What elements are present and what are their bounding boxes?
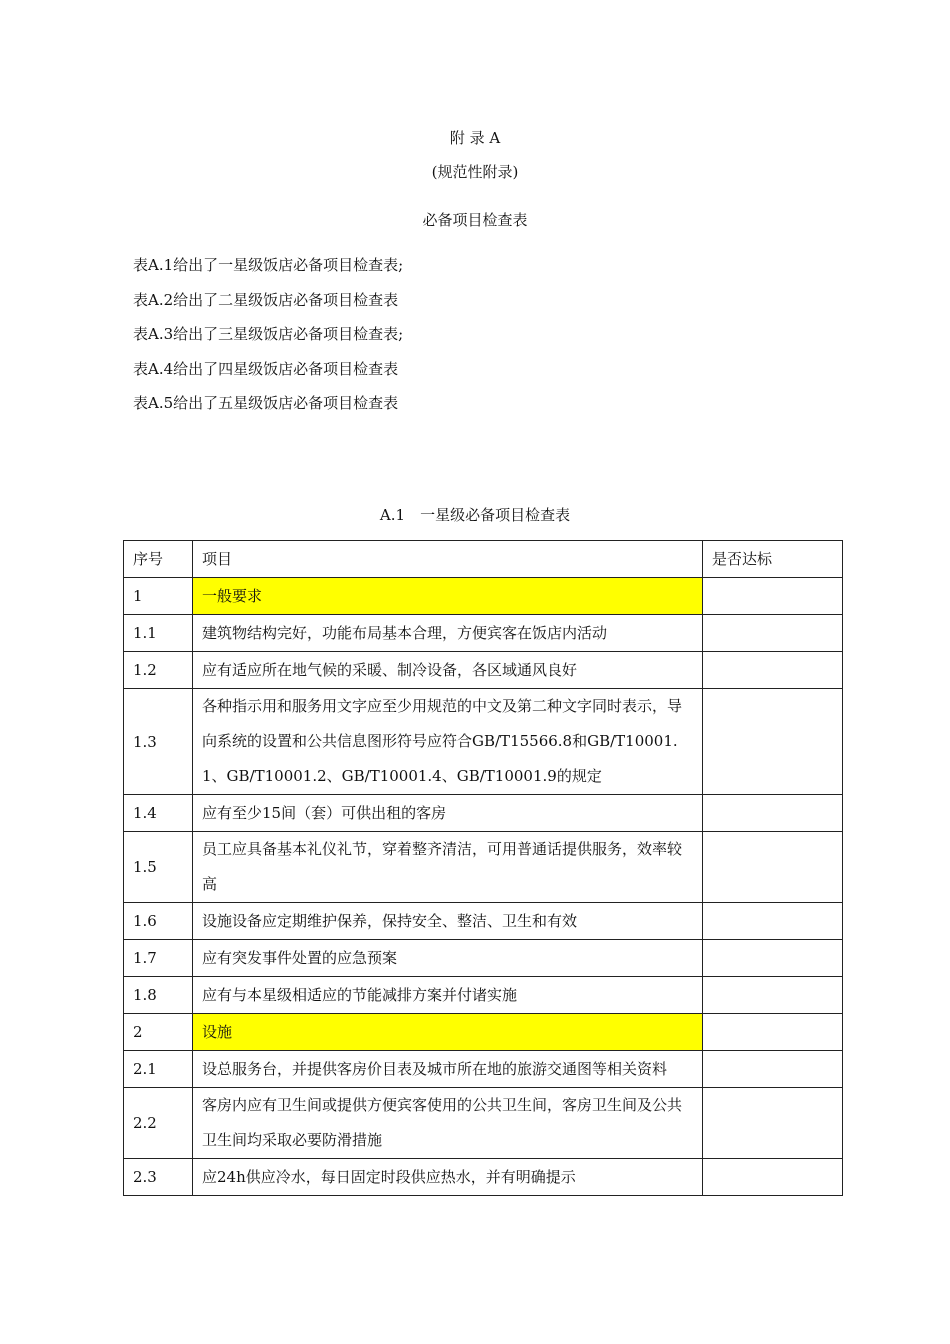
- table-row: [124, 795, 843, 832]
- intro-line: 表A.4给出了四星级饭店必备项目检查表: [133, 359, 399, 378]
- section-title: 一般要求: [193, 578, 703, 615]
- row-ok-cell: [703, 832, 843, 903]
- header-ok: 是否达标: [703, 541, 843, 578]
- row-num: 1.7: [124, 940, 193, 977]
- row-ok-cell: [703, 977, 843, 1014]
- row-ok-cell: [703, 1014, 843, 1051]
- row-ok-cell: [703, 1051, 843, 1088]
- intro-line: 表A.3给出了三星级饭店必备项目检查表;: [133, 325, 404, 343]
- table-row: [124, 1159, 843, 1196]
- table-row: [124, 652, 843, 689]
- row-item: 设总服务台，并提供客房价目表及城市所在地的旅游交通图等相关资料: [193, 1051, 703, 1088]
- checklist-table: [123, 540, 843, 1196]
- row-ok-cell: [703, 689, 843, 795]
- intro-line: 表A.2给出了二星级饭店必备项目检查表: [133, 290, 399, 309]
- table-row: [124, 1051, 843, 1088]
- header-item: 项目: [193, 541, 703, 578]
- row-ok-cell: [703, 1088, 843, 1159]
- table-row: [124, 1014, 843, 1051]
- row-num: 1.6: [124, 903, 193, 940]
- row-ok-cell: [703, 578, 843, 615]
- appendix-subtitle: (规范性附录): [431, 163, 519, 181]
- row-num: 1.4: [124, 795, 193, 832]
- row-ok-cell: [703, 903, 843, 940]
- row-num: 2.2: [124, 1088, 193, 1159]
- table-row: [124, 615, 843, 652]
- row-num: 2.1: [124, 1051, 193, 1088]
- main-title: 必备项目检查表: [422, 211, 528, 229]
- row-ok-cell: [703, 652, 843, 689]
- table-row: [124, 977, 843, 1014]
- row-num: 1: [124, 578, 193, 615]
- table-header-row: [124, 541, 843, 578]
- row-ok-cell: [703, 795, 843, 832]
- table-row: [124, 832, 843, 903]
- row-ok-cell: [703, 1159, 843, 1196]
- row-num: 1.8: [124, 977, 193, 1014]
- row-num: 1.3: [124, 689, 193, 795]
- intro-list: [133, 255, 403, 428]
- header-num: 序号: [124, 541, 193, 578]
- row-item: 各种指示用和服务用文字应至少用规范的中文及第二种文字同时表示，导向系统的设置和公共信息图形符号应符合GB/T15566.8和GB/T10001.1、GB/T10001.2、GB/T10001.4、GB/T10001.9的规定: [193, 689, 703, 795]
- row-item: 设施设备应定期维护保养，保持安全、整洁、卫生和有效: [193, 903, 703, 940]
- row-num: 1.2: [124, 652, 193, 689]
- intro-line: 表A.1给出了一星级饭店必备项目检查表;: [133, 256, 404, 274]
- row-num: 1.5: [124, 832, 193, 903]
- table-row: [124, 940, 843, 977]
- intro-line: 表A.5给出了五星级饭店必备项目检查表: [133, 394, 399, 412]
- table-row: [124, 1088, 843, 1159]
- row-ok-cell: [703, 615, 843, 652]
- row-item: 应24h供应冷水，每日固定时段供应热水，并有明确提示: [193, 1159, 703, 1196]
- row-item: 建筑物结构完好，功能布局基本合理，方便宾客在饭店内活动: [193, 615, 703, 652]
- table-row: [124, 578, 843, 615]
- table-row: [124, 903, 843, 940]
- table-caption: A.1 一星级必备项目检查表: [379, 506, 571, 524]
- row-item: 应有至少15间（套）可供出租的客房: [193, 795, 703, 832]
- row-item: 应有突发事件处置的应急预案: [193, 940, 703, 977]
- row-item: 应有适应所在地气候的采暖、制冷设备，各区域通风良好: [193, 652, 703, 689]
- row-ok-cell: [703, 940, 843, 977]
- section-title: 设施: [193, 1014, 703, 1051]
- row-num: 2.3: [124, 1159, 193, 1196]
- row-item: 应有与本星级相适应的节能减排方案并付诸实施: [193, 977, 703, 1014]
- table-row: [124, 689, 843, 795]
- row-num: 2: [124, 1014, 193, 1051]
- row-num: 1.1: [124, 615, 193, 652]
- row-item: 员工应具备基本礼仪礼节，穿着整齐清洁，可用普通话提供服务，效率较高: [193, 832, 703, 903]
- row-item: 客房内应有卫生间或提供方便宾客使用的公共卫生间，客房卫生间及公共卫生间均采取必要防滑措施: [193, 1088, 703, 1159]
- appendix-title: 附 录 A: [449, 129, 501, 147]
